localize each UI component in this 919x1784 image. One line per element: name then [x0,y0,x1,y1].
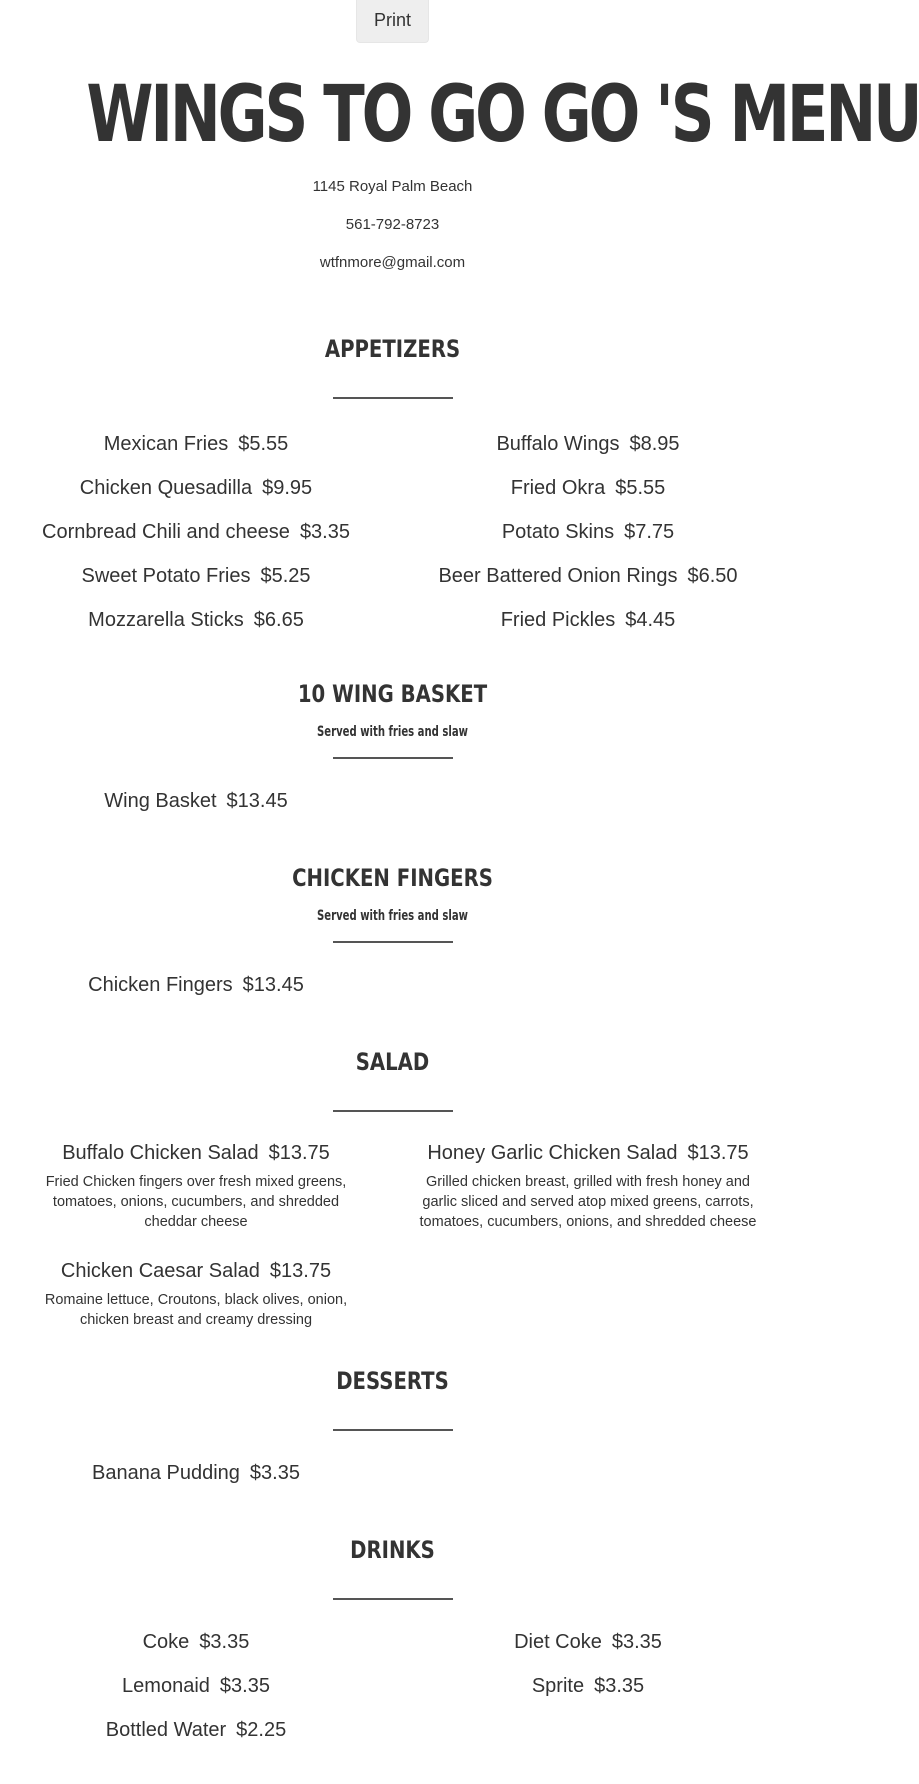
contact-info [0,168,785,282]
divider [333,1598,453,1600]
menu-item [392,598,784,642]
phone: 561-792-8723 [345,216,440,233]
menu-item [0,510,392,554]
appetizers-left-column [0,422,392,642]
salad-left-column [0,1138,392,1346]
page-title: WINGS TO GO GO 'S MENU [86,70,919,160]
item-price: $7.75 [624,521,675,543]
divider [333,757,453,759]
section-title: DESSERTS [336,1367,449,1395]
drinks-left-column [0,1620,392,1752]
divider [333,941,453,943]
item-name: Diet Coke [514,1631,602,1653]
section-title: SALAD [355,1048,430,1076]
item-name: Sprite [531,1675,585,1697]
item-price: $6.65 [253,609,304,631]
divider [333,397,453,399]
menu-item [0,422,392,466]
menu-item [392,422,784,466]
menu-item [0,598,392,642]
item-name: Lemonaid [122,1675,210,1697]
menu-item [0,466,392,510]
appetizers-right-column [392,422,784,642]
salad-right-column [392,1138,784,1346]
item-name: Beer Battered Onion Rings [438,565,678,587]
wing-basket-column [0,779,392,823]
chicken-fingers-column [0,963,392,1007]
item-price: $3.35 [594,1675,645,1697]
divider [333,1429,453,1431]
menu-item [0,554,392,598]
item-name: Wing Basket [104,790,217,812]
address: 1145 Royal Palm Beach [312,178,473,195]
item-price: $4.45 [625,609,676,631]
item-price: $6.50 [687,565,738,587]
section-chicken-fingers [0,863,785,1007]
menu-item [0,1256,392,1330]
menu-item [0,779,392,823]
item-price: $13.75 [268,1142,330,1164]
drinks-right-column [392,1620,784,1752]
menu-item [0,1708,392,1752]
menu-item [392,554,784,598]
section-desserts [0,1366,785,1495]
item-price: $3.35 [249,1462,300,1484]
item-name: Honey Garlic Chicken Salad [427,1142,678,1164]
item-name: Fried Okra [510,477,606,499]
section-title: CHICKEN FINGERS [292,864,493,892]
item-price: $13.45 [242,974,304,996]
item-price: $3.35 [611,1631,662,1653]
section-subtitle: Served with fries and slaw [317,908,468,924]
menu-item [392,1664,784,1708]
item-name: Chicken Fingers [88,974,233,996]
item-price: $13.45 [226,790,288,812]
item-price: $3.35 [199,1631,250,1653]
section-drinks [0,1535,785,1752]
section-title: APPETIZERS [324,335,461,363]
item-name: Buffalo Wings [496,433,620,455]
menu-item [392,1138,784,1232]
item-description: Fried Chicken fingers over fresh mixed greens, tomatoes, onions, cucumbers, and shredded cheddar cheese [45,1174,347,1230]
desserts-column [0,1451,392,1495]
divider [333,1110,453,1112]
menu-item [0,1451,392,1495]
item-description: Grilled chicken breast, grilled with fresh honey and garlic sliced and served atop mixed greens, carrots, tomatoes, cucumbers, onions, and shredded cheese [419,1174,757,1230]
item-price: $9.95 [262,477,313,499]
menu-item [392,466,784,510]
item-name: Chicken Caesar Salad [60,1260,260,1282]
item-name: Potato Skins [501,521,615,543]
item-price: $3.35 [219,1675,270,1697]
item-name: Sweet Potato Fries [81,565,251,587]
email: wtfnmore@gmail.com [319,254,466,271]
section-title: DRINKS [350,1536,435,1564]
print-bar [0,0,785,44]
item-price: $2.25 [236,1719,287,1741]
item-name: Mexican Fries [103,433,229,455]
item-name: Banana Pudding [92,1462,240,1484]
menu-item [0,1620,392,1664]
section-salad [0,1047,785,1346]
item-price: $13.75 [687,1142,749,1164]
section-subtitle: Served with fries and slaw [317,724,468,740]
item-price: $5.55 [238,433,289,455]
item-name: Bottled Water [105,1719,227,1741]
item-price: $13.75 [269,1260,332,1282]
section-title: 10 WING BASKET [297,680,488,708]
item-name: Mozzarella Sticks [88,609,244,631]
item-name: Cornbread Chili and cheese [42,521,290,543]
section-appetizers [0,334,785,642]
item-price: $8.95 [629,433,680,455]
menu-item [0,1138,392,1232]
section-wing-basket [0,679,785,823]
item-name: Chicken Quesadilla [79,477,253,499]
item-name: Coke [142,1631,190,1653]
menu-item [392,1620,784,1664]
menu-item [0,963,392,1007]
menu-item [392,510,784,554]
item-name: Fried Pickles [500,609,616,631]
item-description: Romaine lettuce, Croutons, black olives, onion, chicken breast and creamy dressing [44,1292,348,1328]
item-price: $3.35 [299,521,350,543]
item-price: $5.25 [260,565,311,587]
menu-item [0,1664,392,1708]
print-button[interactable]: Print [356,0,429,43]
item-name: Buffalo Chicken Salad [62,1142,259,1164]
item-price: $5.55 [615,477,666,499]
